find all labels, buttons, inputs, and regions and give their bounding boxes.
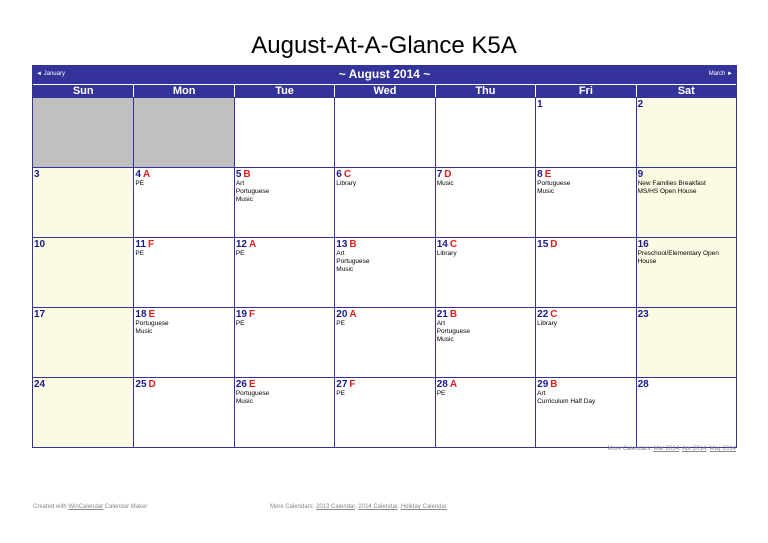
day-number: 21 bbox=[436, 309, 448, 320]
rotation-day-letter: F bbox=[349, 379, 356, 390]
day-events bbox=[135, 320, 232, 336]
day-number: 17 bbox=[34, 309, 46, 320]
day-header bbox=[437, 309, 534, 320]
event-item: Music bbox=[135, 328, 153, 335]
day-number: 15 bbox=[537, 239, 549, 250]
day-cell[interactable] bbox=[535, 307, 635, 377]
calendar-link-may-2014[interactable]: May 2014 bbox=[709, 446, 736, 452]
day-cell[interactable] bbox=[334, 97, 434, 167]
day-header bbox=[34, 309, 132, 320]
day-number: 9 bbox=[637, 169, 644, 180]
day-header bbox=[537, 239, 634, 250]
rotation-day-letter: B bbox=[449, 309, 458, 320]
weekday-thu: Thu bbox=[435, 84, 535, 97]
event-item: Library bbox=[436, 250, 457, 257]
day-cell[interactable] bbox=[234, 97, 334, 167]
event-item: Music bbox=[336, 266, 354, 273]
day-number: 16 bbox=[637, 239, 649, 250]
day-cell[interactable] bbox=[133, 167, 233, 237]
event-item: Music bbox=[235, 196, 253, 203]
link-2013-calendar[interactable]: 2013 Calendar bbox=[316, 504, 356, 510]
day-cell[interactable] bbox=[535, 237, 635, 307]
day-header bbox=[336, 169, 433, 180]
rotation-day-letter: B bbox=[243, 169, 251, 180]
day-header bbox=[638, 309, 735, 320]
day-header bbox=[236, 309, 333, 320]
day-number: 18 bbox=[135, 309, 147, 320]
event-item: Library bbox=[537, 320, 558, 327]
rotation-day-letter: A bbox=[142, 169, 151, 180]
day-number: 25 bbox=[135, 379, 147, 390]
rotation-day-letter: A bbox=[349, 309, 357, 320]
day-number: 4 bbox=[135, 169, 141, 180]
day-events bbox=[236, 180, 333, 204]
event-item: Portuguese bbox=[235, 390, 270, 397]
day-header bbox=[437, 239, 534, 250]
day-number: 20 bbox=[336, 309, 348, 320]
rotation-day-letter: C bbox=[343, 169, 352, 180]
day-events bbox=[236, 320, 333, 328]
event-item: PE bbox=[336, 320, 345, 327]
day-events bbox=[437, 250, 534, 258]
day-cell[interactable] bbox=[435, 97, 535, 167]
rotation-day-letter: B bbox=[550, 379, 558, 390]
event-item: PE bbox=[135, 250, 145, 257]
calendar-nav-bar bbox=[33, 66, 736, 84]
event-item: Curriculum Half Day bbox=[537, 398, 596, 405]
day-header bbox=[638, 379, 735, 390]
day-cell[interactable] bbox=[334, 377, 434, 447]
event-item: Art bbox=[537, 390, 546, 397]
day-cell[interactable] bbox=[636, 97, 736, 167]
day-grid bbox=[33, 97, 736, 447]
day-cell[interactable] bbox=[535, 97, 635, 167]
day-header bbox=[537, 309, 634, 320]
rotation-day-letter: D bbox=[444, 169, 452, 180]
day-cell[interactable] bbox=[234, 377, 334, 447]
day-number: 22 bbox=[537, 309, 549, 320]
day-number: 28 bbox=[637, 379, 649, 390]
footer-credit bbox=[33, 504, 147, 510]
day-header bbox=[537, 99, 634, 110]
day-number: 12 bbox=[235, 239, 247, 250]
day-cell[interactable] bbox=[535, 167, 635, 237]
day-cell[interactable] bbox=[334, 167, 434, 237]
day-header bbox=[34, 239, 132, 250]
rotation-day-letter: F bbox=[248, 309, 256, 320]
day-cell[interactable] bbox=[535, 377, 635, 447]
day-header bbox=[34, 99, 132, 110]
event-item: Portuguese bbox=[235, 188, 270, 195]
weekday-fri: Fri bbox=[535, 84, 635, 97]
day-header bbox=[336, 239, 433, 250]
weekday-sun: Sun bbox=[33, 84, 133, 97]
footer-more-calendars: More Calendars: 2013 Calendar, 2014 Calendar, Holiday Calendar bbox=[270, 504, 447, 510]
day-cell[interactable] bbox=[334, 237, 434, 307]
day-cell[interactable] bbox=[636, 167, 736, 237]
calendar bbox=[32, 65, 737, 448]
day-header bbox=[135, 379, 232, 390]
day-cell[interactable] bbox=[133, 377, 233, 447]
event-item: Music bbox=[436, 336, 454, 343]
day-events bbox=[336, 320, 433, 328]
event-item: MS/HS Open House bbox=[637, 188, 697, 195]
day-header bbox=[638, 169, 735, 180]
day-header bbox=[638, 239, 735, 250]
event-item: Preschool/Elementary Open bbox=[637, 250, 719, 257]
day-header bbox=[135, 239, 232, 250]
day-header bbox=[236, 239, 333, 250]
day-cell[interactable] bbox=[133, 97, 233, 167]
event-item: Music bbox=[436, 180, 454, 187]
day-header bbox=[34, 169, 132, 180]
rotation-day-letter: E bbox=[248, 379, 256, 390]
day-events bbox=[437, 180, 534, 188]
footer-created-label: Created with bbox=[33, 504, 67, 510]
day-cell[interactable] bbox=[636, 307, 736, 377]
weekday-sat: Sat bbox=[636, 84, 736, 97]
day-number: 28 bbox=[436, 379, 448, 390]
day-cell[interactable] bbox=[33, 167, 133, 237]
day-events bbox=[437, 390, 534, 398]
more-calendars-label: More Calendars: bbox=[607, 446, 652, 452]
day-header bbox=[236, 99, 333, 110]
day-number: 11 bbox=[135, 239, 146, 250]
weekday-header bbox=[33, 84, 736, 97]
event-item: Art bbox=[336, 250, 345, 257]
day-header bbox=[135, 99, 232, 110]
day-cell[interactable] bbox=[636, 377, 736, 447]
day-number: 14 bbox=[436, 239, 448, 250]
day-events bbox=[537, 180, 634, 196]
day-header bbox=[537, 169, 634, 180]
day-number: 3 bbox=[34, 169, 40, 180]
rotation-day-letter: F bbox=[148, 239, 155, 250]
weekday-tue: Tue bbox=[234, 84, 334, 97]
day-events bbox=[537, 390, 634, 406]
day-cell[interactable] bbox=[435, 237, 535, 307]
day-cell[interactable] bbox=[636, 237, 736, 307]
event-item: PE bbox=[336, 390, 345, 397]
event-item: PE bbox=[436, 390, 446, 397]
day-header bbox=[336, 379, 433, 390]
weekday-wed: Wed bbox=[334, 84, 434, 97]
day-header bbox=[537, 379, 634, 390]
day-cell[interactable] bbox=[435, 307, 535, 377]
day-events bbox=[336, 250, 433, 274]
page-title: August-At-A-Glance K5A bbox=[251, 32, 517, 59]
day-events bbox=[638, 180, 735, 196]
rotation-day-letter: A bbox=[248, 239, 257, 250]
event-item: New Families Breakfast bbox=[637, 180, 706, 187]
day-events bbox=[638, 250, 735, 266]
day-cell[interactable] bbox=[435, 377, 535, 447]
day-number: 10 bbox=[34, 239, 46, 250]
event-item: PE bbox=[235, 250, 245, 257]
day-header bbox=[34, 379, 132, 390]
day-header bbox=[437, 99, 534, 110]
rotation-day-letter: D bbox=[550, 239, 558, 250]
day-number: 27 bbox=[336, 379, 348, 390]
day-header bbox=[135, 309, 232, 320]
event-item: Music bbox=[537, 188, 555, 195]
day-number: 23 bbox=[637, 309, 649, 320]
calendar-link-mar-2014[interactable]: Mar 2014 bbox=[653, 446, 679, 452]
day-cell[interactable] bbox=[33, 97, 133, 167]
event-item: Portuguese bbox=[135, 320, 169, 327]
day-header bbox=[135, 169, 232, 180]
day-events bbox=[236, 250, 333, 258]
event-item: Art bbox=[436, 320, 446, 327]
footer-creator-suffix: Calendar Maker bbox=[104, 504, 148, 510]
day-events bbox=[437, 320, 534, 344]
wincalendar-link[interactable]: WinCalendar bbox=[68, 504, 104, 510]
day-events bbox=[336, 390, 433, 398]
event-item: PE bbox=[135, 180, 145, 187]
day-number: 5 bbox=[235, 169, 242, 180]
day-number: 2 bbox=[637, 99, 644, 110]
day-number: 1 bbox=[537, 99, 543, 110]
month-title: ~ August 2014 ~ bbox=[338, 67, 431, 81]
day-events bbox=[537, 320, 634, 328]
day-header bbox=[437, 169, 534, 180]
day-header bbox=[336, 99, 433, 110]
day-cell[interactable] bbox=[435, 167, 535, 237]
day-number: 24 bbox=[34, 379, 46, 390]
day-number: 7 bbox=[436, 169, 443, 180]
day-number: 8 bbox=[537, 169, 543, 180]
event-item: Portuguese bbox=[336, 258, 370, 265]
rotation-day-letter: C bbox=[449, 239, 458, 250]
prev-month-link[interactable]: ◄ January bbox=[36, 71, 65, 77]
link-2014-calendar[interactable]: 2014 Calendar bbox=[358, 504, 398, 510]
more-calendars: More Calendars: Mar 2014, Apr 2014, May 2014 bbox=[607, 446, 736, 452]
day-events bbox=[336, 180, 433, 188]
event-item: Portuguese bbox=[537, 180, 571, 187]
day-cell[interactable] bbox=[33, 377, 133, 447]
day-events bbox=[236, 390, 333, 406]
day-cell[interactable] bbox=[234, 167, 334, 237]
event-item: Library bbox=[336, 180, 357, 187]
day-cell[interactable] bbox=[33, 237, 133, 307]
day-number: 19 bbox=[235, 309, 247, 320]
rotation-day-letter: E bbox=[544, 169, 552, 180]
footer-more-label: More Calendars: bbox=[270, 504, 315, 510]
day-events bbox=[135, 250, 232, 258]
day-cell[interactable] bbox=[33, 307, 133, 377]
rotation-day-letter: B bbox=[349, 239, 357, 250]
day-header bbox=[236, 169, 333, 180]
day-number: 6 bbox=[336, 169, 342, 180]
link-holiday-calendar[interactable]: Holiday Calendar bbox=[400, 504, 447, 510]
day-events bbox=[135, 180, 232, 188]
event-item: Portuguese bbox=[436, 328, 470, 335]
day-cell[interactable] bbox=[133, 237, 233, 307]
day-cell[interactable] bbox=[234, 237, 334, 307]
day-number: 26 bbox=[235, 379, 247, 390]
day-header bbox=[437, 379, 534, 390]
day-cell[interactable] bbox=[234, 307, 334, 377]
weekday-mon: Mon bbox=[133, 84, 233, 97]
rotation-day-letter: A bbox=[449, 379, 458, 390]
day-cell[interactable] bbox=[133, 307, 233, 377]
rotation-day-letter: C bbox=[550, 309, 558, 320]
event-item: House bbox=[637, 258, 657, 265]
day-cell[interactable] bbox=[334, 307, 434, 377]
event-item: Music bbox=[235, 398, 253, 405]
calendar-link-apr-2014[interactable]: Apr 2014 bbox=[681, 446, 707, 452]
day-header bbox=[236, 379, 333, 390]
event-item: Art bbox=[235, 180, 245, 187]
event-item: PE bbox=[235, 320, 245, 327]
rotation-day-letter: E bbox=[148, 309, 156, 320]
rotation-day-letter: D bbox=[148, 379, 156, 390]
day-header bbox=[638, 99, 735, 110]
next-month-link[interactable]: March ► bbox=[708, 71, 733, 77]
day-number: 13 bbox=[336, 239, 348, 250]
day-header bbox=[336, 309, 433, 320]
day-number: 29 bbox=[537, 379, 549, 390]
